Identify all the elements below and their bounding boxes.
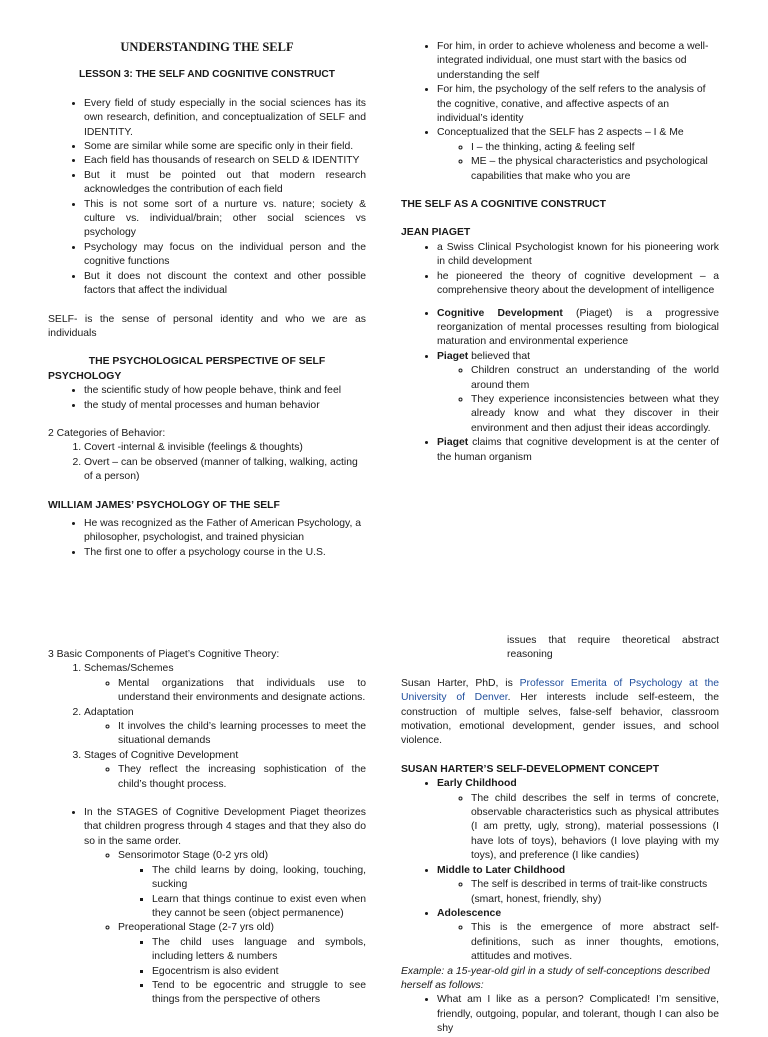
stage-label: Middle to Later Childhood (437, 864, 566, 876)
list-item: ◦ This is the emergence of more abstract self-definitions, such as inner thoughts, emotions, attitudes and motives. (471, 921, 719, 964)
william-james-heading: WILLIAM JAMES’ PSYCHOLOGY OF THE SELF (48, 499, 280, 511)
harter-text: Susan Harter, PhD, is (401, 677, 520, 689)
list-item (84, 806, 366, 1008)
harter-text: . Her interests include self-esteem, the construction of multiple selves, false-self behavior, classroom motivation, emotional development, gender issues, and school violence. (401, 692, 719, 747)
list-item: • the scientific study of how people behave, think and feel (84, 384, 366, 398)
stage-sublist (84, 849, 366, 1007)
component-label: Schemas/Schemes (84, 663, 174, 675)
categories-list (48, 441, 366, 484)
list-item: • he pioneered the theory of cognitive development – a comprehensive theory about the development of intelligence (437, 270, 719, 299)
cognitive-construct-heading: THE SELF AS A COGNITIVE CONSTRUCT (401, 199, 606, 211)
stage-label: Early Childhood (437, 778, 517, 790)
aspects-sublist (437, 141, 719, 184)
list-item (84, 706, 366, 749)
believed-sublist (437, 364, 719, 436)
list-item: • For him, in order to achieve wholeness and become a well-integrated individual, one must start with the basics od understanding the self (437, 40, 719, 83)
stage-label: Preoperational Stage (2-7 yrs old) (118, 922, 274, 934)
list-item: • He was recognized as the Father of American Psychology, a philosopher, psychologist, and trained physician (84, 517, 366, 546)
component-label: Adaptation (84, 706, 134, 718)
intro-bullet-list (48, 97, 366, 299)
component-label: Stages of Cognitive Development (84, 749, 239, 761)
list-item: ◦ Mental organizations that individuals use to understand their environments and designate actions. (118, 677, 366, 706)
list-item (437, 777, 719, 863)
cognitive-development-list (401, 307, 719, 465)
list-item: • Some are similar while some are specific only in their field. (84, 140, 366, 154)
categories-intro: 2 Categories of Behavior: (48, 427, 166, 439)
list-item (437, 126, 719, 184)
list-item (437, 436, 719, 465)
page1-left-column (48, 40, 366, 560)
components-intro: 3 Basic Components of Piaget’s Cognitive Theory: (48, 649, 280, 660)
stage-label: Adolescence (437, 907, 502, 919)
list-item: • This is not some sort of a nurture vs. nature; society & culture vs. individual/brain; other social sciences vs psychology (84, 198, 366, 241)
harter-link[interactable]: Professor Emerita of Psychology at the University of Denver (401, 677, 720, 704)
list-item: ▪ Egocentrism is also evident (152, 965, 366, 979)
term-text: claims that cognitive development is at the center of the human organism (437, 437, 719, 463)
list-item: ◦ The self is described in terms of trait-like constructs (smart, honest, friendly, shy) (471, 878, 719, 907)
list-item: • Psychology may focus on the individual person and the cognitive functions (84, 241, 366, 270)
psychology-heading: PSYCHOLOGY (48, 370, 122, 382)
list-item: • But it must be pointed out that modern research acknowledges the contribution of each field (84, 169, 366, 198)
term-text: (Piaget) is a progressive reorganization of mental processes resulting from biological maturation and environmental experience (437, 307, 719, 348)
james-continued-list (401, 40, 719, 184)
list-item (118, 849, 366, 921)
psychology-bullet-list (48, 384, 366, 413)
list-item: ◦ I – the thinking, acting & feeling self (471, 141, 719, 155)
list-item: ◦ ME – the physical characteristics and psychological capabilities that make who you are (471, 155, 719, 184)
components-list (48, 662, 366, 792)
stage-label: Sensorimotor Stage (0-2 yrs old) (118, 850, 269, 862)
list-item: • a Swiss Clinical Psychologist known for his pioneering work in child development (437, 241, 719, 270)
james-bullet-list (48, 517, 366, 560)
quote-list (401, 993, 719, 1036)
list-item: ▪ Learn that things continue to exist even when they cannot be seen (object permanence) (152, 893, 366, 922)
list-item: • The first one to offer a psychology course in the U.S. (84, 546, 366, 560)
list-item (437, 864, 719, 907)
stage-sublist (437, 878, 719, 907)
list-item: ▪ The child uses language and symbols, including letters & numbers (152, 936, 366, 965)
continued-text: issues that require theoretical abstract reasoning (507, 635, 719, 661)
list-item: ▪ Tend to be egocentric and struggle to see things from the perspective of others (152, 979, 366, 1008)
harter-heading: SUSAN HARTER’S SELF-DEVELOPMENT CONCEPT (401, 763, 660, 775)
list-item: ◦ Children construct an understanding of the world around them (471, 364, 719, 393)
term-bold: Cognitive Development (437, 307, 563, 319)
list-item: • Every field of study especially in the social sciences has its own research, definition, and conceptualization of SELF and IDENTITY. (84, 97, 366, 140)
list-item (84, 662, 366, 705)
list-item: • But it does not discount the context and other possible factors that affect the individual (84, 270, 366, 299)
psych-perspective-heading: THE PSYCHOLOGICAL PERSPECTIVE OF SELF (88, 356, 326, 368)
list-item: • Each field has thousands of research on SELD & IDENTITY (84, 154, 366, 168)
harter-stage-list (401, 777, 719, 964)
list-item (437, 307, 719, 350)
component-sublist (84, 763, 366, 792)
page2-left-column (48, 634, 366, 1008)
list-item: • What am I like as a person? Complicated! I’m sensitive, friendly, outgoing, popular, and tolerant, though I can also be shy (437, 993, 719, 1036)
term-bold: Piaget (437, 437, 469, 449)
aspects-text: Conceptualized that the SELF has 2 aspects – I & Me (437, 127, 684, 139)
list-item: ◦ The child describes the self in terms of concrete, observable characteristics such as physical attributes (I am pretty, ugly, strong), material possessions (I have lots of toys), behaviors (I love playing with my toys), and preference (I like candies) (471, 792, 719, 864)
list-item: • For him, the psychology of the self refers to the analysis of the cognitive, conative, and affective aspects of an individual’s identity (437, 83, 719, 126)
term-text: believed that (468, 350, 530, 362)
list-item (84, 749, 366, 792)
piaget-bullet-list (401, 241, 719, 299)
stage-detail-list (118, 936, 366, 1008)
page2-right-column (401, 634, 719, 1037)
document-title: UNDERSTANDING THE SELF (120, 40, 294, 54)
self-definition: SELF- is the sense of personal identity and who we are as individuals (48, 313, 366, 339)
jean-piaget-heading: JEAN PIAGET (401, 227, 471, 239)
list-item: ◦ They reflect the increasing sophistication of the child’s thought process. (118, 763, 366, 792)
lesson-title: LESSON 3: THE SELF AND COGNITIVE CONSTRUCT (78, 69, 336, 81)
list-item (118, 921, 366, 1007)
list-item: ▪ The child learns by doing, looking, touching, sucking (152, 864, 366, 893)
stage-sublist (437, 792, 719, 864)
list-item: 1. Covert -internal & invisible (feelings & thoughts) (84, 441, 366, 455)
term-bold: Piaget (437, 350, 469, 362)
list-item: • the study of mental processes and human behavior (84, 399, 366, 413)
list-item: 2. Overt – can be observed (manner of talking, walking, acting of a person) (84, 456, 366, 485)
list-item: ◦ It involves the child’s learning processes to meet the situational demands (118, 720, 366, 749)
list-item: ◦ They experience inconsistencies between what they already know and what they discover in their environment and then adjust their ideas accordingly. (471, 393, 719, 436)
component-sublist (84, 677, 366, 706)
stage-sublist (437, 921, 719, 964)
list-item (437, 907, 719, 965)
harter-bio (401, 677, 719, 749)
example-text: Example: a 15-year-old girl in a study of self-conceptions described herself as follows: (401, 965, 710, 991)
list-item (437, 350, 719, 436)
component-sublist (84, 720, 366, 749)
stages-text: In the STAGES of Cognitive Development Piaget theorizes that children progress through 4 stages and that they also do so in the same order. (84, 807, 366, 847)
stage-detail-list (118, 864, 366, 922)
page1-right-column (401, 40, 719, 465)
stages-list (48, 806, 366, 1008)
